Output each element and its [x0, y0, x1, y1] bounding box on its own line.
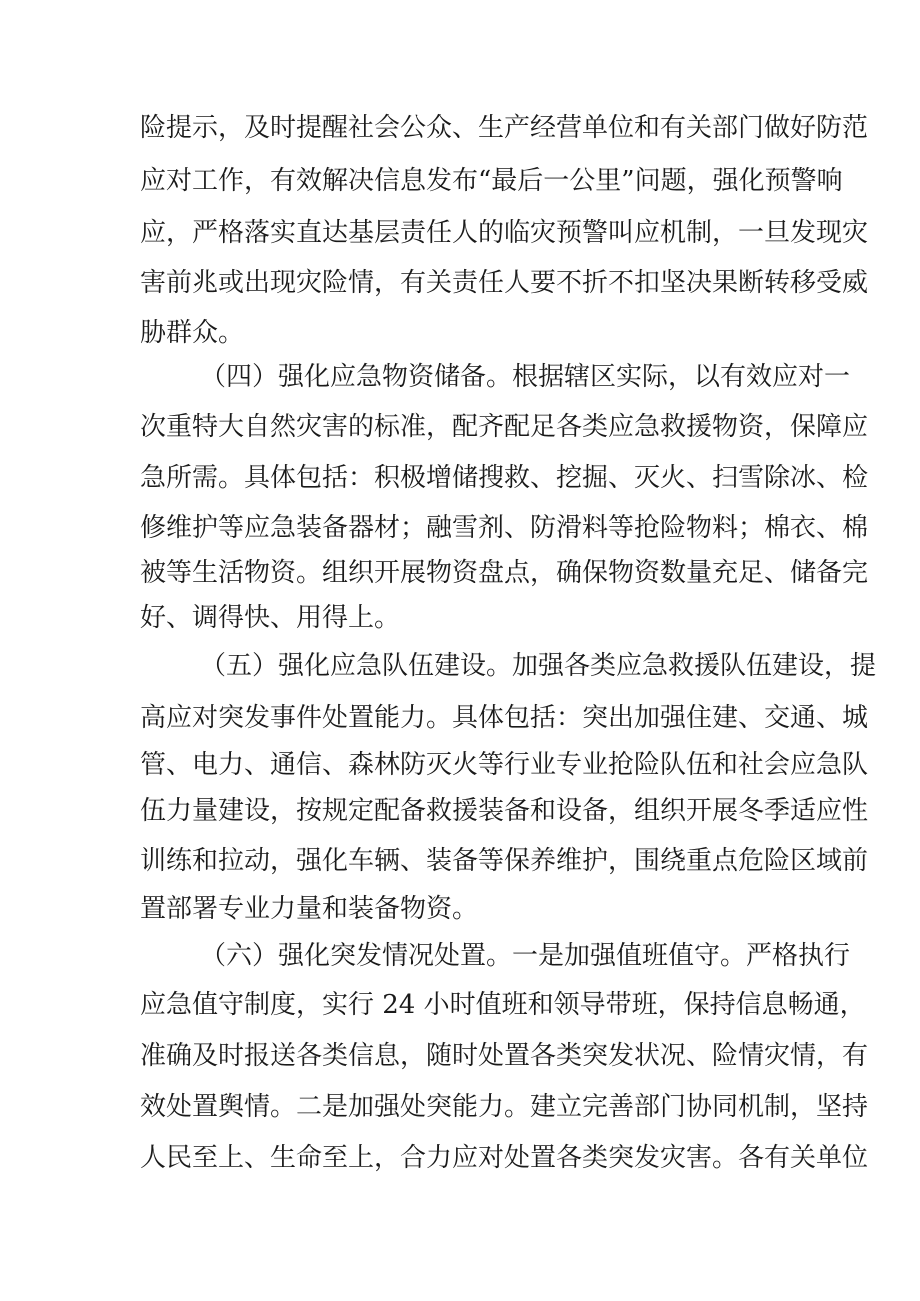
paragraph-heading-line: （四）强化应急物资储备。根据辖区实际，以有效应对一 [200, 362, 851, 392]
text-line: 应对工作，有效解决信息发布“最后一公里”问题，强化预警响 [140, 166, 843, 196]
text-line: 训练和拉动，强化车辆、装备等保养维护，围绕重点危险区域前 [140, 846, 869, 876]
text-line: 置部署专业力量和装备物资。 [140, 894, 479, 924]
text-line: 准确及时报送各类信息，随时处置各类突发状况、险情灾情，有 [140, 1041, 869, 1071]
paragraph-heading-line: （六）强化突发情况处置。一是加强值班值守。严格执行 [200, 941, 851, 971]
text-line: 修维护等应急装备器材；融雪剂、防滑料等抢险物料；棉衣、棉 [140, 513, 869, 543]
text-line: 伍力量建设，按规定配备救援装备和设备，组织开展冬季适应性 [140, 796, 869, 826]
text-line: 高应对突发事件处置能力。具体包括：突出加强住建、交通、城 [140, 703, 869, 733]
text-line: 管、电力、通信、森林防灭火等行业专业抢险队伍和社会应急队 [140, 750, 869, 780]
text-line: 应急值守制度，实行 24 小时值班和领导带班，保持信息畅通， [140, 990, 866, 1020]
text-line: 害前兆或出现灾险情，有关责任人要不折不扣坚决果断转移受威 [140, 268, 869, 298]
paragraph-heading-line: （五）强化应急队伍建设。加强各类应急救援队伍建设，提 [200, 651, 877, 681]
text-line: 胁群众。 [140, 318, 245, 348]
text-line: 效处置舆情。二是加强处突能力。建立完善部门协同机制，坚持 [140, 1092, 869, 1122]
text-line: 急所需。具体包括：积极增储搜救、挖掘、灭火、扫雪除冰、检 [140, 463, 869, 493]
text-line: 应，严格落实直达基层责任人的临灾预警叫应机制，一旦发现灾 [140, 218, 869, 248]
text-line: 次重特大自然灾害的标准，配齐配足各类应急救援物资，保障应 [140, 412, 869, 442]
text-line: 险提示，及时提醒社会公众、生产经营单位和有关部门做好防范 [140, 113, 869, 143]
text-line: 被等生活物资。组织开展物资盘点，确保物资数量充足、储备完 [140, 558, 869, 588]
text-line: 人民至上、生命至上，合力应对处置各类突发灾害。各有关单位 [140, 1143, 869, 1173]
text-line: 好、调得快、用得上。 [140, 603, 401, 633]
